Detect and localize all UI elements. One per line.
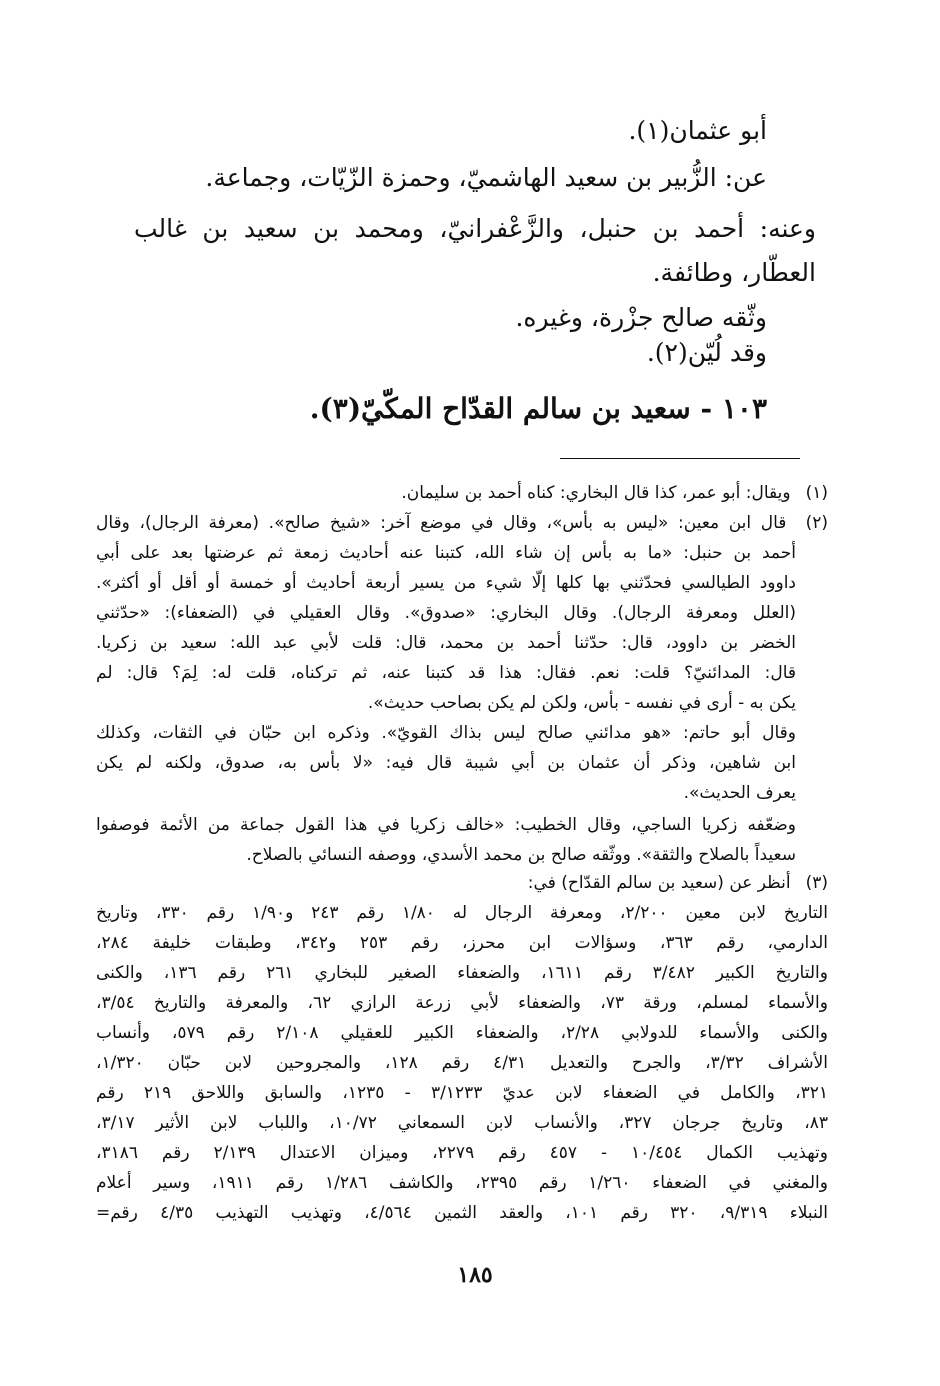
entry-teachers-line: عن: الزُّبير بن سعيد الهاشميّ، وحمزة الزّيّات، وجماعة. <box>205 163 767 192</box>
footnote-mark: (٣) <box>805 873 828 893</box>
entry-tayyin-line: وقد لُيّن(٢). <box>646 338 767 367</box>
footnote-3-line-1 <box>528 873 828 893</box>
footnote-2-line-12: سعيداً بالصلاح والثقة». ووثّقه صالح بن محمد الأسدي، ووصفه النسائي بالصلاح. <box>246 845 796 865</box>
entry-heading: ١٠٣ - سعيد بن سالم القدّاح المكّيّ(٣). <box>309 392 767 425</box>
footnote-2-line-11: وضعّفه زكريا الساجي، وقال الخطيب: «خالف زكريا في هذا القول جماعة من الأئمة فوصفوا <box>96 815 796 835</box>
footnote-1 <box>401 483 828 503</box>
footnote-3-line-6: والكنى والأسماء للدولابي ٢/٢٨، والضعفاء الكبير للعقيلي ٢/١٠٨ رقم ٥٧٩، وأنساب <box>96 1023 828 1043</box>
footnote-2-line-4: (العلل ومعرفة الرجال). وقال البخاري: «صدوق». وقال العقيلي في (الضعفاء): «حدّثني <box>96 603 796 623</box>
footnote-2-line-5: الخضر بن داوود، قال: حدّثنا أحمد بن محمد، قال: قلت لأبي عبد الله: سعيد بن زكريا. <box>96 633 796 653</box>
footnote-3-line-9: ٨٣، وتاريخ جرجان ٣٢٧، والأنساب لابن السمعاني ١٠/٧٢، واللباب لابن الأثير ٣/١٧، <box>96 1113 829 1133</box>
footnote-separator <box>560 458 800 459</box>
footnote-2-line-6: قال: المدائنيّ؟ قلت: نعم. فقال: هذا قد كتبنا عنه، ثم تركناه، قلت له: لِمَ؟ قال: لم <box>96 663 796 683</box>
page-number: ١٨٥ <box>457 1262 493 1288</box>
footnote-text: ويقال: أبو عمر، كذا قال البخاري: كناه أحمد بن سليمان. <box>401 483 791 503</box>
entry-students-line-2: العطّار، وطائفة. <box>652 258 816 287</box>
footnote-3-line-8: ٣٢١، والكامل في الضعفاء لابن عديّ ٣/١٢٣٣ - ١٢٣٥، والسابق واللاحق ٢١٩ رقم <box>96 1083 828 1103</box>
footnote-3-line-4: والتاريخ الكبير ٣/٤٨٢ رقم ١٦١١، والضعفاء الصغير للبخاري ٢٦١ رقم ١٣٦، والكنى <box>96 963 828 983</box>
footnote-3-line-10: وتهذيب الكمال ١٠/٤٥٤ - ٤٥٧ رقم ٢٢٧٩، وميزان الاعتدال ٢/١٣٩ رقم ٣١٨٦، <box>96 1143 828 1163</box>
footnote-text: قال ابن معين: «ليس به بأس»، وقال في موضع آخر: «شيخ صالح». (معرفة الرجال)، وقال <box>96 513 787 533</box>
footnote-mark: (١) <box>805 483 828 503</box>
entry-tawthiq-line: وثّقه صالح جزْرة، وغيره. <box>515 303 767 332</box>
footnote-2-line-9: ابن شاهين، وذكر أن عثمان بن أبي شيبة قال فيه: «لا بأس به، صدوق، ولكنه لم يكن <box>96 753 796 773</box>
footnote-2-line-10: يعرف الحديث». <box>683 783 796 803</box>
footnote-2-line-2: أحمد بن حنبل: «ما به بأس إن شاء الله، كتبنا عنه أحاديث زمعة ثم عرضتها بعد على أبي <box>96 543 796 563</box>
footnote-3-line-12: النبلاء ٩/٣١٩، ٣٢٠ رقم ١٠١، والعقد الثمين ٤/٥٦٤، وتهذيب التهذيب ٤/٣٥ رقم= <box>96 1203 829 1223</box>
footnote-3-line-3: الدارمي، رقم ٣٦٣، وسؤالات ابن محرز، رقم ٢٥٣ و٣٤٢، وطبقات خليفة ٢٨٤، <box>96 933 828 953</box>
footnote-3-line-2: التاريخ لابن معين ٢/٢٠٠، ومعرفة الرجال له ١/٨٠ رقم ٢٤٣ و١/٩٠ رقم ٣٣٠، وتاريخ <box>96 903 828 923</box>
footnote-3-line-11: والمغني في الضعفاء ١/٢٦٠ رقم ٢٣٩٥، والكاشف ١/٢٨٦ رقم ١٩١١، وسير أعلام <box>96 1173 828 1193</box>
entry-students-line: وعنه: أحمد بن حنبل، والزَّعْفرانيّ، ومحمد بن سعيد بن غالب <box>134 214 816 243</box>
entry-kunya-line: أبو عثمان(١). <box>628 116 767 145</box>
footnote-3-line-7: الأشراف ٣/٣٢، والجرح والتعديل ٤/٣١ رقم ١٢٨، والمجروحين لابن حبّان ١/٣٢٠، <box>96 1053 828 1073</box>
footnote-mark: (٢) <box>805 513 829 533</box>
footnote-2-line-3: داوود الطيالسي فحدّثني بها كلها إلّا شيء من يسير أربعة أحاديث أو خمسة أو أقل أو أكثر». <box>96 573 796 593</box>
footnote-text: أنظر عن (سعيد بن سالم القدّاح) في: <box>527 873 791 893</box>
footnote-2-line-1 <box>96 513 828 533</box>
footnote-2-line-7: يكن به - أرى في نفسه - بأس، ولكن لم يكن بصاحب حديث». <box>367 693 796 713</box>
footnote-2-line-8: وقال أبو حاتم: «هو مدائني صالح ليس بذاك القويّ». وذكره ابن حبّان في الثقات، وكذلك <box>96 723 796 743</box>
footnote-3-line-5: والأسماء لمسلم، ورقة ٧٣، والضعفاء لأبي زرعة الرازي ٦٢، والمعرفة والتاريخ ٣/٥٤، <box>96 993 828 1013</box>
